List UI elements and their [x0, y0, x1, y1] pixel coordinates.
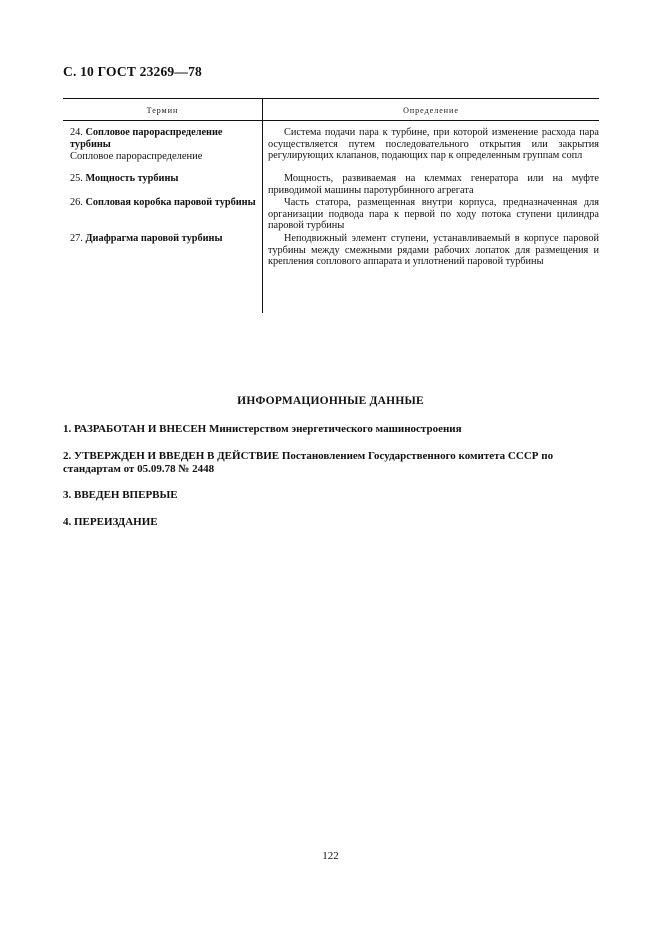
info-section-title: ИНФОРМАЦИОННЫЕ ДАННЫЕ — [237, 395, 424, 407]
definition-cell — [268, 233, 599, 268]
table-row — [63, 197, 599, 233]
term-cell — [63, 233, 258, 245]
term-number: 26. — [70, 197, 83, 208]
term-number: 25. — [70, 173, 83, 184]
page-number: 122 — [322, 850, 339, 862]
info-item-3: 3. ВВЕДЕН ВПЕРВЫЕ — [63, 489, 178, 501]
term-name: Сопловая коробка паровой турбины — [85, 197, 256, 208]
column-header-term: Термин — [146, 106, 179, 115]
term-cell — [63, 127, 258, 163]
info-item-2: 2. УТВЕРЖДЕН И ВВЕДЕН В ДЕЙСТВИЕ Постановлением Государственного комитета СССР по стандартам от 05.09.78 № 2448 — [63, 450, 554, 475]
term-cell — [63, 197, 258, 209]
table-row — [63, 127, 599, 173]
term-name: Диафрагма паровой турбины — [85, 233, 223, 244]
term-number: 27. — [70, 233, 83, 244]
definition-text: Система подачи пара к турбине, при которой изменение расхода пара осуществляется путем последовательного открытия или закрытия регулирующих клапанов, подающих пар к определенным группам сопл — [268, 127, 599, 162]
info-item-1: 1. РАЗРАБОТАН И ВНЕСЕН Министерством энергетического машиностроения — [63, 423, 462, 435]
term-cell — [63, 173, 258, 185]
definition-cell — [268, 173, 599, 196]
term-synonym: Сопловое парораспределение — [70, 151, 203, 163]
column-header-definition: Определение — [403, 106, 459, 115]
table-row — [63, 173, 599, 197]
table-row — [63, 233, 599, 283]
definition-text: Неподвижный элемент ступени, устанавливаемый в корпусе паровой турбины между смежными рядами рабочих лопаток для размещения и крепления соплового аппарата и уплотнений паровой турбины — [268, 233, 599, 268]
term-name: Сопловое парораспределение турбины — [70, 127, 223, 150]
definition-text: Мощность, развиваемая на клеммах генератора или на муфте приводимой машины паротурбинного агрегата — [268, 173, 599, 196]
definition-text: Часть статора, размещенная внутри корпуса, предназначенная для организации подвода пара к первой по ходу потока ступени цилиндра паровой турбины — [268, 197, 599, 232]
table-body — [63, 121, 599, 283]
terms-table — [63, 98, 599, 283]
term-number: 24. — [70, 127, 83, 138]
page-header: С. 10 ГОСТ 23269—78 — [63, 64, 202, 79]
table-header — [63, 98, 599, 121]
definition-cell — [268, 127, 599, 162]
info-item-4: 4. ПЕРЕИЗДАНИЕ — [63, 516, 158, 528]
term-name: Мощность турбины — [85, 173, 179, 184]
definition-cell — [268, 197, 599, 232]
